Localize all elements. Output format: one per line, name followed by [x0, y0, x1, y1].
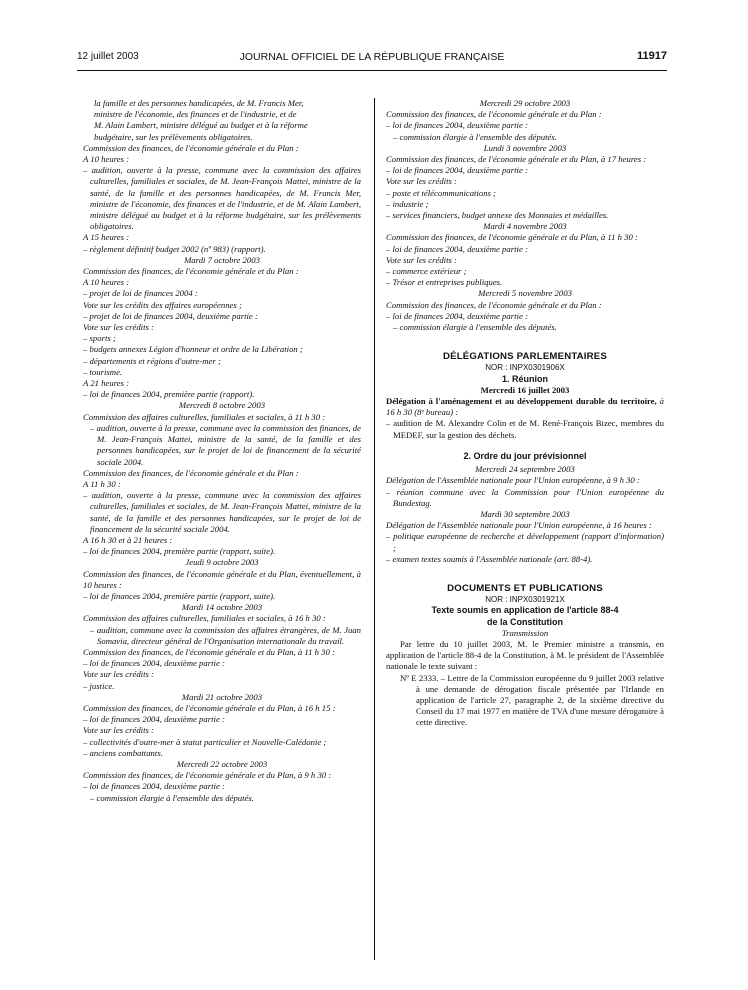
column-divider: [374, 98, 375, 960]
time-line: A 21 heures :: [83, 378, 130, 389]
commission-line: Commission des finances, de l'économie générale et du Plan :: [386, 109, 602, 120]
agenda-item: – commission élargie à l'ensemble des députés.: [393, 322, 557, 333]
nor-reference: NOR : INPX0301906X: [485, 363, 565, 373]
time-line: A 11 h 30 :: [83, 478, 121, 489]
agenda-item: – commission élargie à l'ensemble des députés.: [90, 792, 254, 803]
agenda-item: – projet de loi de finances 2004, deuxième partie :: [83, 310, 258, 321]
subsection-heading: de la Constitution: [487, 616, 563, 627]
subsection-heading: 2. Ordre du jour prévisionnel: [463, 450, 587, 461]
agenda-item: – loi de finances 2004, deuxième partie :: [386, 243, 528, 254]
section-heading: DÉLÉGATIONS PARLEMENTAIRES: [442, 351, 608, 363]
agenda-item: – audition, commune avec la commission des affaires étrangères, de M. Juan Somavia, directeur général de l'Organisation internationale du travail.: [90, 624, 361, 646]
agenda-item: – services financiers, budget annexe des Monnaies et médailles.: [386, 210, 609, 221]
agenda-item: – audition, ouverte à la presse, commune avec la commission des affaires culturelles, familiales et sociales, de M. Jean-François Mattei, ministre de la santé, de la famille et des personnes handicapées, de M. Francis Mer, ministre de l'économie, des finances et de l'industrie, et de M. Alain Lambert, ministre délégué au budget et à la réforme budgétaire, sur les prélèvements obligatoires.: [83, 165, 361, 232]
agenda-item: – audition de M. Alexandre Colin et de M. René-François Bizec, membres du MEDEF, sur la gestion des déchets.: [386, 418, 664, 440]
agenda-item: – justice.: [83, 680, 115, 691]
subsection-heading: 1. Réunion: [501, 373, 548, 384]
agenda-item: – Trésor et entreprises publiques.: [386, 277, 503, 288]
delegation-line: [386, 396, 664, 418]
time-line: A 10 heures :: [83, 154, 130, 165]
agenda-item: Vote sur les crédits :: [83, 725, 154, 736]
agenda-item: – audition, ouverte à la presse, commune avec la commission des finances, de M. Jean-François Mattei, ministre de la santé, de la famille et des personnes handicapées, sur le projet de loi de financement de la sécurité sociale 2004.: [90, 422, 361, 467]
agenda-item: – loi de finances 2004, deuxième partie :: [386, 310, 528, 321]
transmission-heading: Transmission: [501, 627, 549, 638]
date-heading: Mardi 14 octobre 2003: [181, 602, 263, 613]
commission-line: Commission des finances, de l'économie générale et du Plan, à 11 h 30 :: [83, 646, 335, 657]
agenda-item: – départements et régions d'outre-mer ;: [83, 355, 221, 366]
commission-line: Commission des finances, de l'économie générale et du Plan, à 16 h 15 :: [83, 702, 336, 713]
agenda-item: – loi de finances 2004, deuxième partie :: [386, 120, 528, 131]
header-rule: [77, 70, 667, 71]
date-heading: Jeudi 9 octobre 2003: [185, 557, 259, 568]
agenda-item: – règlement définitif budget 2002 (nº 983) (rapport).: [83, 243, 266, 254]
agenda-item: – collectivités d'outre-mer à statut particulier et Nouvelle-Calédonie ;: [83, 736, 327, 747]
delegation-time: à 16 h 30 (8ᵉ bureau) :: [386, 396, 665, 418]
agenda-item: – réunion commune avec la Commission pour l'Union européenne du Bundestag.: [386, 486, 664, 508]
commission-line: Commission des finances, de l'économie générale et du Plan, éventuellement, à 10 heures :: [83, 568, 361, 590]
date-heading: Mercredi 22 octobre 2003: [176, 758, 268, 769]
agenda-item: – poste et télécommunications ;: [386, 187, 497, 198]
agenda-item: – politique européenne de recherche et développement (rapport d'information) ;: [386, 531, 664, 553]
agenda-item: Vote sur les crédits :: [386, 254, 457, 265]
date-heading: Mercredi 29 octobre 2003: [479, 98, 571, 108]
agenda-item: Vote sur les crédits des affaires européennes ;: [83, 299, 242, 310]
commission-line: Commission des finances, de l'économie générale et du Plan :: [83, 266, 299, 277]
page-number: 11917: [637, 50, 667, 62]
intro-line: la famille et des personnes handicapées, de M. Francis Mer,: [94, 98, 304, 108]
agenda-item: – budgets annexes Légion d'honneur et ordre de la Libération ;: [83, 344, 303, 355]
date-heading: Mardi 21 octobre 2003: [181, 691, 263, 702]
agenda-item: – anciens combattants.: [83, 747, 163, 758]
date-heading: Mardi 30 septembre 2003: [480, 508, 570, 519]
delegation-name: Délégation à l'aménagement et au développement durable du territoire,: [386, 396, 657, 407]
agenda-item: – loi de finances 2004, première partie (rapport, suite).: [83, 590, 276, 601]
agenda-item: – loi de finances 2004, deuxième partie :: [83, 781, 225, 792]
agenda-item: – loi de finances 2004, première partie (rapport, suite).: [83, 546, 276, 557]
agenda-item: – loi de finances 2004, deuxième partie :: [83, 658, 225, 669]
date-heading: Mercredi 5 novembre 2003: [478, 288, 572, 299]
agenda-item: – tourisme.: [83, 366, 123, 377]
agenda-item: Vote sur les crédits :: [386, 176, 457, 187]
commission-line: Commission des finances, de l'économie générale et du Plan :: [83, 142, 299, 153]
agenda-item: Vote sur les crédits :: [83, 322, 154, 333]
agenda-item: Vote sur les crédits :: [83, 669, 154, 680]
header-date: 12 juillet 2003: [77, 51, 139, 62]
date-heading: Mercredi 8 octobre 2003: [178, 400, 266, 411]
commission-line: Commission des finances, de l'économie générale et du Plan, à 11 h 30 :: [386, 232, 638, 243]
body-paragraph: Par lettre du 10 juillet 2003, M. le Premier ministre a transmis, en application de l'article 88-4 de la Constitution, à M. le président de l'Assemblée nationale le texte suivant :: [386, 638, 664, 672]
right-column: [386, 98, 664, 729]
agenda-item: – examen textes soumis à l'Assemblée nationale (art. 88-4).: [386, 553, 593, 564]
time-line: A 10 heures :: [83, 277, 130, 288]
time-line: A 15 heures :: [83, 232, 130, 243]
page-header: [77, 50, 667, 66]
date-heading: Mardi 4 novembre 2003: [483, 221, 567, 232]
commission-line: Délégation de l'Assemblée nationale pour l'Union européenne, à 16 heures :: [386, 520, 652, 531]
commission-line: Commission des affaires culturelles, familiales et sociales, à 11 h 30 :: [83, 411, 326, 422]
header-title: JOURNAL OFFICIEL DE LA RÉPUBLIQUE FRANÇAISE: [239, 51, 505, 63]
commission-line: Commission des finances, de l'économie générale et du Plan :: [83, 467, 299, 478]
intro-line: M. Alain Lambert, ministre délégué au budget et à la réforme: [94, 120, 308, 131]
date-heading: Mercredi 16 juillet 2003: [480, 384, 570, 395]
commission-line: Commission des finances, de l'économie générale et du Plan, à 17 heures :: [386, 154, 647, 165]
subsection-heading: Texte soumis en application de l'article 88-4: [431, 605, 619, 616]
left-column: [83, 98, 361, 804]
intro-line: budgétaire, sur les prélèvements obligatoires.: [94, 131, 253, 142]
document-entry: Nº E 2333. – Lettre de la Commission européenne du 9 juillet 2003 relative à une demande de dérogation fiscale présentée par l'Irlande en application de l'article 27, paragraphe 2, de la sixième directive du Conseil du 17 mai 1977 en matière de TVA d'une mesure dérogatoire à cette directive.: [400, 672, 664, 728]
agenda-item: – loi de finances 2004, première partie (rapport).: [83, 389, 255, 400]
commission-line: Commission des affaires culturelles, familiales et sociales, à 16 h 30 :: [83, 613, 326, 624]
time-line: A 16 h 30 et à 21 heures :: [83, 534, 173, 545]
agenda-item: – industrie ;: [386, 198, 429, 209]
date-heading: Lundi 3 novembre 2003: [483, 142, 567, 153]
intro-line: ministre de l'économie, des finances et de l'industrie, et de: [94, 109, 297, 120]
commission-line: Délégation de l'Assemblée nationale pour l'Union européenne, à 9 h 30 :: [386, 475, 640, 486]
agenda-item: – commission élargie à l'ensemble des députés.: [393, 131, 557, 142]
commission-line: Commission des finances, de l'économie générale et du Plan :: [386, 299, 602, 310]
agenda-item: – commerce extérieur ;: [386, 266, 467, 277]
agenda-item: – loi de finances 2004, deuxième partie :: [386, 165, 528, 176]
agenda-item: – audition, ouverte à la presse, commune avec la commission des affaires culturelles, familiales et sociales, de M. Jean-François Mattei, ministre de la santé, de la famille et des personnes handicapées, sur le projet de loi de financement de la sécurité sociale 2004.: [83, 490, 361, 534]
date-heading: Mardi 7 octobre 2003: [184, 254, 260, 265]
commission-line: Commission des finances, de l'économie générale et du Plan, à 9 h 30 :: [83, 770, 332, 781]
agenda-item: – projet de loi de finances 2004 :: [83, 288, 198, 299]
section-heading: DOCUMENTS ET PUBLICATIONS: [447, 582, 603, 594]
agenda-item: – loi de finances 2004, deuxième partie :: [83, 714, 225, 725]
nor-reference: NOR : INPX0301921X: [485, 595, 565, 605]
date-heading: Mercredi 24 septembre 2003: [475, 464, 575, 475]
agenda-item: – sports ;: [83, 333, 116, 344]
